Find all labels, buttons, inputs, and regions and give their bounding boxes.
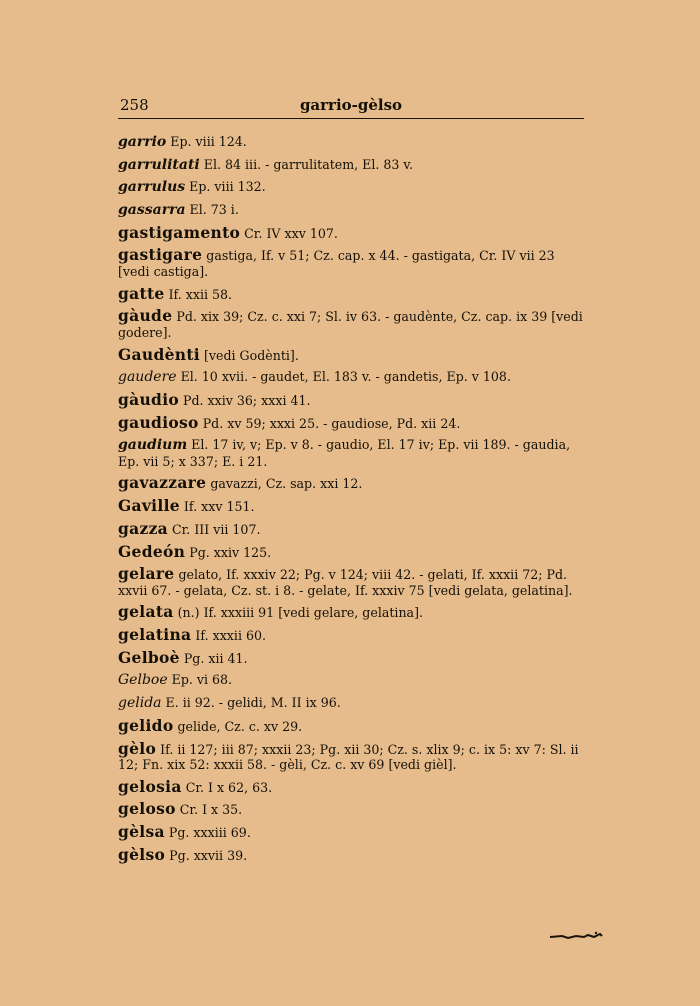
headword: gèlo [118,738,157,758]
dictionary-entry [118,824,584,841]
dictionary-entry [118,844,584,864]
dictionary-entry [118,179,584,196]
entry-text: Pg. xxxiii 69. [164,825,251,841]
headword: gaudioso [118,412,199,432]
page-number: 258 [120,96,149,114]
entry-text: Pg. xii 41. [179,650,248,666]
dictionary-entry [118,498,584,515]
dictionary-entry [118,412,584,432]
entry-text: El. 17 iv, v; Ep. v 8. - gaudio, El. 17 iv; Ep. vii 189. - gaudia, Ep. vii 5; x 337; E. i 21. [118,437,571,469]
dictionary-entry [118,369,584,386]
dictionary-entry [118,715,584,735]
entry-text: Cr. IV xxv 107. [240,225,338,241]
entry-text: Pg. xxiv 125. [185,544,272,560]
entry-text: E. ii 92. - gelidi, M. II ix 96. [161,695,341,711]
dictionary-entry [118,134,584,151]
headword: gavazzare [118,473,207,493]
headword: garrulus [118,179,186,196]
headword: gàude [118,306,173,326]
headword: gelata [118,602,174,622]
entry-text: If. xxxii 60. [191,628,266,644]
dictionary-entry [118,389,584,409]
dictionary-entry [118,344,584,364]
dictionary-entry [118,801,584,818]
entry-text: Pg. xxvii 39. [165,847,248,863]
headword: Gaville [118,496,180,516]
entry-text: [vedi Godènti]. [199,347,299,363]
headword: geloso [118,799,176,819]
headword: gassarra [118,202,186,219]
entry-text: Pd. xix 39; Cz. c. xxi 7; Sl. iv 63. - gaudènte, Cz. cap. ix 39 [vedi godere]. [118,309,583,340]
headword: gastigamento [118,222,241,242]
entry-text: Cr. I x 62, 63. [181,779,273,795]
headword: garrulitati [118,156,200,173]
headword: gelosia [118,776,182,796]
entry-text: gelide, Cz. c. xv 29. [173,718,303,734]
headword: Gaudènti [118,344,200,364]
running-title: garrio-gèlso [299,96,403,114]
dictionary-entry [118,776,584,796]
headword: gelido [118,715,174,735]
dictionary-entry [118,604,584,621]
headword: Gedeón [118,541,186,561]
headword: garrio [118,134,167,150]
entry-text: If. ii 127; iii 87; xxxii 23; Pg. xii 30; Cz. s. xlix 9; c. ix 5: xv 7: Sl. ii 12; Fn. xix 52: xxxii 58. - gèli, Cz. c. xv 69 [vedi gièl]. [118,741,579,772]
entry-text: Cr. I x 35. [175,802,243,818]
headword: gazza [118,518,169,538]
headword: gastigare [118,245,203,265]
dictionary-entry [118,222,584,242]
dictionary-entry [118,308,584,340]
entry-text: Ep. viii 132. [185,179,266,195]
headword: Gelboe [118,672,168,689]
dictionary-entry [118,283,584,303]
headword: gelare [118,564,175,584]
entry-text: (n.) If. xxxiii 91 [vedi gelare, gelatina]. [173,605,423,621]
entry-text: gavazzi, Cz. sap. xxi 12. [206,476,363,492]
dictionary-entry [118,695,584,712]
ornament-mark [548,930,604,940]
entry-text: El. 10 xvii. - gaudet, El. 183 v. - gandetis, Ep. v 108. [176,369,511,385]
entry-text: Ep. vi 68. [167,672,233,688]
dictionary-entry [118,738,584,773]
entry-text: If. xxii 58. [164,286,233,302]
headword: gèlso [118,844,166,864]
entry-text: gelato, If. xxxiv 22; Pg. v 124; viii 42. - gelati, If. xxxii 72; Pd. xxvii 67. - gelata, Cz. st. i 8. - gelate, If. xxxiv 75 [vedi gelata, gelatina]. [118,567,573,598]
headword: gàudio [118,389,180,409]
headword: gaudere [118,369,177,386]
headword: gelatina [118,625,192,645]
dictionary-entry [118,518,584,538]
dictionary-entry [118,475,584,492]
entry-text: If. xxv 151. [179,499,255,515]
dictionary-entry [118,566,584,598]
headword: Gelboè [118,647,180,667]
entry-text: Ep. viii 124. [166,134,247,149]
dictionary-entry [118,202,584,219]
dictionary-entry [118,672,584,689]
entry-text: gastiga, If. v 51; Cz. cap. x 44. - gastigata, Cr. IV vii 23 [vedi castiga]. [118,248,555,279]
running-header [118,96,584,119]
entry-text: Pd. xxiv 36; xxxi 41. [179,392,311,408]
dictionary-entry [118,627,584,644]
dictionary-entry [118,541,584,561]
entry-text: Cr. III vii 107. [168,521,261,537]
headword: gaudium [118,437,188,454]
headword: gelida [118,695,162,712]
entry-text: El. 73 i. [185,202,239,218]
entry-text: Pd. xv 59; xxxi 25. - gaudiose, Pd. xii 24. [198,415,461,431]
dictionary-entry [118,647,584,667]
headword: gatte [118,283,165,303]
dictionary-entry [118,157,584,174]
dictionary-entry [118,247,584,279]
headword: gèlsa [118,822,165,842]
entry-list [118,134,584,869]
dictionary-entry [118,437,584,469]
entry-text: El. 84 iii. - garrulitatem, El. 83 v. [199,156,414,172]
